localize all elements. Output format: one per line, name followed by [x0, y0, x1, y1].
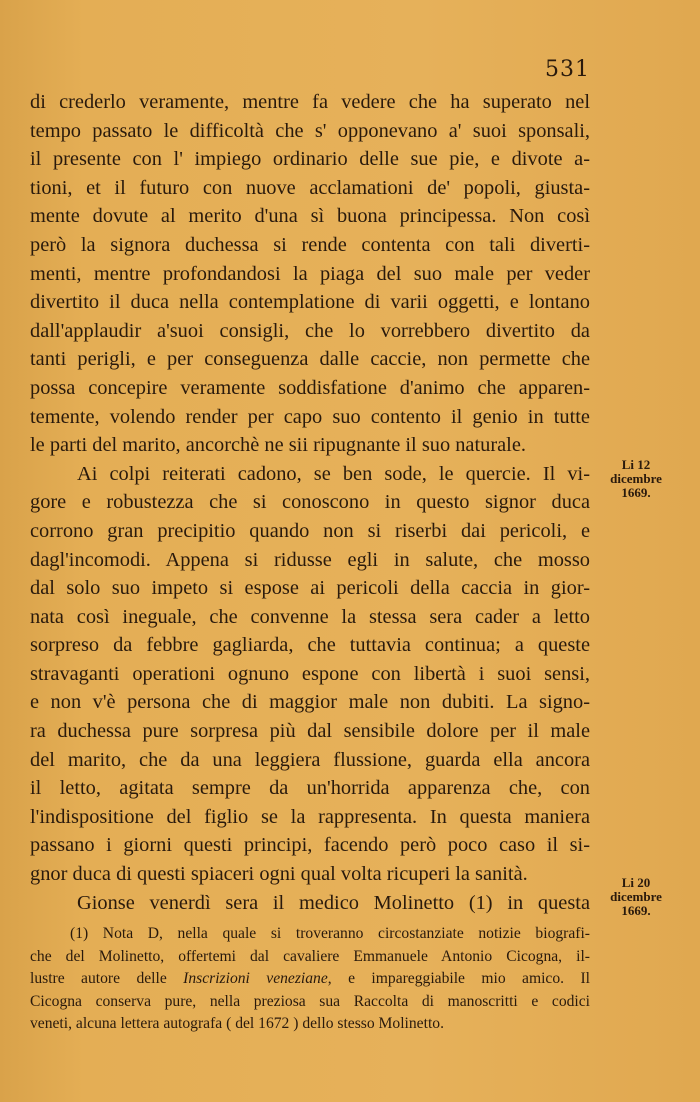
footnote-text: , e impareggiabile mio amico. Il — [327, 970, 590, 988]
text-line: tioni, et il futuro con nuove acclamationi de' popoli, giusta- — [30, 176, 590, 199]
text-line: tempo passato le difficoltà che s' opponevano a' suoi sponsali, — [30, 119, 590, 142]
text-line: passano i giorni questi principi, facendo però poco caso il si- — [30, 834, 590, 857]
margin-note-year: 1669. — [621, 485, 651, 500]
text-line: possa concepire veramente soddisfatione d'animo che apparen- — [30, 376, 590, 399]
footnote-text: lustre autore delle — [30, 970, 184, 988]
text-line: corrono gran precipitio quando non si riserbi dai pericoli, e — [30, 519, 590, 542]
text-line: nata così ineguale, che convenne la stessa sera cader a letto — [30, 605, 590, 628]
text-line: divertito il duca nella contemplatione di varii oggetti, e lontano — [30, 291, 590, 314]
footnote-line: (1) Nota D, nella quale si troveranno circostanziate notizie biografi- — [70, 925, 590, 942]
text-line: ra duchessa pure sorpresa più dal sensibile dolore per il male — [30, 720, 590, 743]
book-title: Inscrizioni veneziane — [183, 970, 328, 988]
body-text — [30, 88, 590, 917]
text-line: mente dovute al merito d'una sì buona principessa. Non così — [30, 205, 590, 228]
footnote-line: veneti, alcuna lettera autografa ( del 1672 ) dello stesso Molinetto. — [30, 1015, 444, 1033]
text-line: del marito, che da una leggiera flussione, guarda ella ancora — [30, 748, 590, 771]
footnote-line: che del Molinetto, offertemi dal cavaliere Emmanuele Antonio Cicogna, il- — [30, 947, 590, 965]
text-line: sorpreso da febbre gagliarda, che tuttavia continua; a queste — [30, 634, 590, 657]
footnote-line — [30, 968, 590, 991]
text-line: gore e robustezza che si conoscono in questo signor duca — [30, 491, 590, 514]
text-line: dagl'incomodi. Appena si ridusse egli in salute, che mosso — [30, 548, 590, 571]
footnote — [30, 923, 590, 1036]
text-line: tanti perigli, e per conseguenza dalle caccie, non permette che — [30, 348, 590, 371]
text-line: l'indispositione del figlio se la rappresenta. In questa maniera — [30, 805, 590, 828]
text-line: stravaganti operationi ognuno espone con libertà i suoi sensi, — [30, 662, 590, 685]
text-line: Gionse venerdì sera il medico Molinetto (1) in questa — [77, 891, 590, 914]
margin-note-year: 1669. — [621, 903, 651, 918]
text-line: dall'applaudir a'suoi consigli, che lo vorrebbero divertito da — [30, 319, 590, 342]
margin-note-date — [600, 876, 672, 918]
text-line: Ai colpi reiterati cadono, se ben sode, le quercie. Il vi- — [77, 462, 590, 485]
margin-note-date — [600, 458, 672, 500]
text-line: il presente con l' impiego ordinario delle sue pie, e divote a- — [30, 148, 590, 171]
text-line: di crederlo veramente, mentre fa vedere che ha superato nel — [30, 91, 590, 113]
text-line: e non v'è persona che di maggior male non dubiti. La signo- — [30, 691, 590, 714]
text-line: temente, volendo render per capo suo contento il genio in tutte — [30, 405, 590, 428]
text-line: però la signora duchessa si rende contenta con tali diverti- — [30, 233, 590, 256]
margin-note-day: Li 20 — [621, 875, 651, 890]
text-line: menti, mentre profondandosi la piaga del suo male per veder — [30, 262, 590, 285]
page-number: 531 — [545, 57, 590, 82]
margin-note-month: dicembre — [610, 471, 662, 486]
footnote-line: Cicogna conserva pure, nella preziosa sua Raccolta di manoscritti e codici — [30, 992, 590, 1010]
margin-note-month: dicembre — [610, 889, 662, 904]
text-line: le parti del marito, ancorchè ne sii ripugnante il suo naturale. — [30, 434, 526, 457]
text-line: il letto, agitata sempre da un'horrida apparenza che, con — [30, 777, 590, 800]
text-line: gnor duca di questi spiaceri ogni qual volta ricuperi la sanità. — [30, 863, 528, 886]
margin-note-day: Li 12 — [621, 457, 651, 472]
text-line: dal solo suo impeto si espose ai pericoli della caccia in gior- — [30, 577, 590, 600]
